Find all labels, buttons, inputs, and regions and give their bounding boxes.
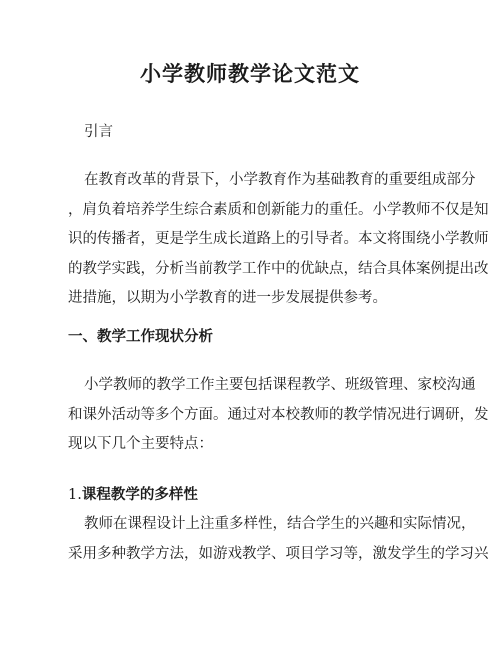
intro-paragraph <box>68 166 489 314</box>
document-title: 小学教师教学论文范文 <box>140 61 360 86</box>
subsection1-heading <box>68 480 426 510</box>
paragraph-line: 小学教师的教学工作主要包括课程教学、班级管理、家校沟通 <box>84 377 476 393</box>
paragraph-line: 教师在课程设计上注重多样性，结合学生的兴趣和实际情况， <box>84 516 476 532</box>
intro-heading: 引言 <box>84 124 113 140</box>
subsection-title: 课程教学的多样性 <box>81 486 198 503</box>
paragraph-line: 识的传播者，更是学生成长道路上的引导者。本文将围绕小学教师 <box>68 231 489 247</box>
paragraph-line: 进措施，以期为小学教育的进一步发展提供参考。 <box>68 290 387 306</box>
paragraph-line: 和课外活动等多个方面。通过对本校教师的教学情况进行调研，发 <box>68 406 489 423</box>
paragraph-line: 的教学实践，分析当前教学工作中的优缺点，结合具体案例提出改 <box>68 260 489 277</box>
section1-heading: 一、教学工作现状分析 <box>68 328 213 345</box>
paragraph-line: 在教育改革的背景下，小学教育作为基础教育的重要组成部分 <box>84 172 476 188</box>
paragraph-line: 现以下几个主要特点： <box>68 436 213 452</box>
section1-paragraph <box>68 371 489 460</box>
subsection1-paragraph <box>68 510 489 569</box>
subsection-number: 1. <box>68 487 82 503</box>
paragraph-line: 采用多种教学方法，如游戏教学、项目学习等，激发学生的学习兴 <box>68 545 489 562</box>
paragraph-line: ，肩负着培养学生综合素质和创新能力的重任。小学教师不仅是知 <box>68 201 489 218</box>
